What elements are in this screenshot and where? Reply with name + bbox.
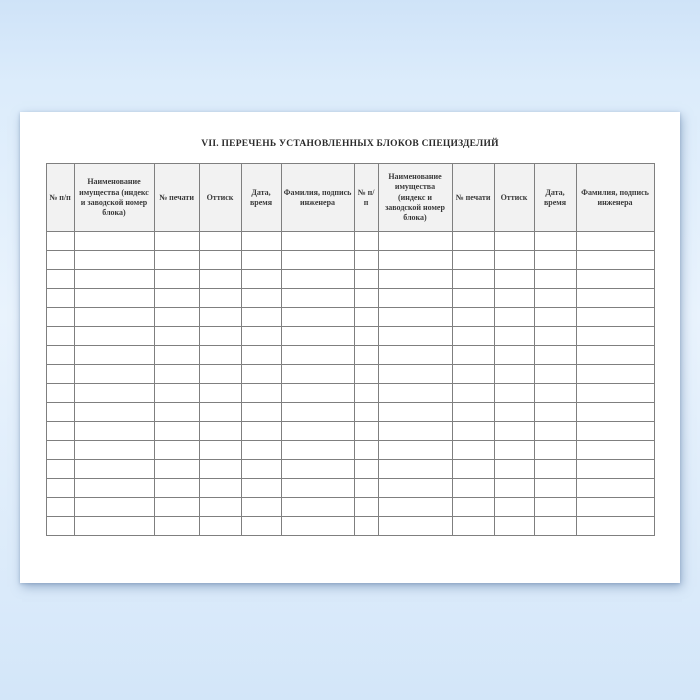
empty-cell [452, 346, 494, 365]
empty-cell [452, 460, 494, 479]
empty-cell [281, 232, 354, 251]
empty-cell [534, 270, 576, 289]
empty-cell [154, 403, 199, 422]
empty-cell [494, 517, 534, 536]
empty-cell [281, 422, 354, 441]
empty-cell [378, 479, 452, 498]
empty-cell [354, 327, 378, 346]
empty-cell [154, 308, 199, 327]
table-row [46, 289, 654, 308]
empty-cell [378, 365, 452, 384]
table-row [46, 384, 654, 403]
empty-cell [534, 232, 576, 251]
empty-cell [199, 308, 241, 327]
empty-cell [378, 346, 452, 365]
empty-cell [452, 251, 494, 270]
table-row [46, 346, 654, 365]
empty-cell [241, 403, 281, 422]
table-row [46, 232, 654, 251]
empty-cell [199, 365, 241, 384]
empty-cell [576, 346, 654, 365]
empty-cell [576, 517, 654, 536]
empty-cell [576, 365, 654, 384]
empty-cell [378, 403, 452, 422]
empty-cell [576, 460, 654, 479]
empty-cell [241, 289, 281, 308]
empty-cell [46, 251, 74, 270]
col-header-property-name-left: Наименование имущества (индекс и заводской номер блока) [74, 164, 154, 232]
empty-cell [281, 270, 354, 289]
empty-cell [576, 422, 654, 441]
empty-cell [199, 346, 241, 365]
empty-cell [354, 479, 378, 498]
empty-cell [241, 232, 281, 251]
empty-cell [74, 441, 154, 460]
empty-cell [354, 403, 378, 422]
empty-cell [154, 327, 199, 346]
empty-cell [378, 270, 452, 289]
empty-cell [46, 308, 74, 327]
empty-cell [74, 270, 154, 289]
empty-cell [452, 422, 494, 441]
empty-cell [378, 498, 452, 517]
table-row [46, 498, 654, 517]
col-header-seal-number-right: № печати [452, 164, 494, 232]
empty-cell [534, 498, 576, 517]
empty-cell [74, 346, 154, 365]
empty-cell [199, 460, 241, 479]
empty-cell [452, 365, 494, 384]
empty-cell [241, 251, 281, 270]
empty-cell [46, 270, 74, 289]
empty-cell [46, 232, 74, 251]
empty-cell [354, 384, 378, 403]
empty-cell [354, 460, 378, 479]
col-header-number-left: № п/п [46, 164, 74, 232]
spec-blocks-table [46, 163, 655, 536]
empty-cell [281, 479, 354, 498]
empty-cell [199, 422, 241, 441]
empty-cell [378, 308, 452, 327]
empty-cell [241, 365, 281, 384]
empty-cell [378, 422, 452, 441]
empty-cell [494, 460, 534, 479]
col-header-imprint-right: Оттиск [494, 164, 534, 232]
col-header-engineer-signature-left: Фамилия, подпись инженера [281, 164, 354, 232]
col-header-engineer-signature-right: Фамилия, подпись инженера [576, 164, 654, 232]
table-header-row [46, 164, 654, 232]
empty-cell [452, 232, 494, 251]
empty-cell [452, 498, 494, 517]
table-row [46, 517, 654, 536]
empty-cell [281, 327, 354, 346]
empty-cell [154, 365, 199, 384]
empty-cell [154, 460, 199, 479]
empty-cell [354, 270, 378, 289]
empty-cell [378, 441, 452, 460]
table-row [46, 365, 654, 384]
empty-cell [354, 251, 378, 270]
empty-cell [74, 422, 154, 441]
empty-cell [494, 384, 534, 403]
empty-cell [46, 289, 74, 308]
empty-cell [74, 498, 154, 517]
empty-cell [46, 384, 74, 403]
empty-cell [576, 308, 654, 327]
empty-cell [199, 232, 241, 251]
empty-cell [241, 327, 281, 346]
table-header [46, 164, 654, 232]
empty-cell [354, 346, 378, 365]
empty-cell [354, 308, 378, 327]
empty-cell [241, 270, 281, 289]
empty-cell [281, 346, 354, 365]
empty-cell [281, 460, 354, 479]
empty-cell [74, 479, 154, 498]
empty-cell [576, 403, 654, 422]
empty-cell [199, 327, 241, 346]
empty-cell [576, 232, 654, 251]
empty-cell [534, 479, 576, 498]
empty-cell [46, 498, 74, 517]
empty-cell [494, 479, 534, 498]
empty-cell [154, 289, 199, 308]
empty-cell [74, 251, 154, 270]
col-header-date-time-right: Дата, время [534, 164, 576, 232]
empty-cell [452, 479, 494, 498]
table-row [46, 308, 654, 327]
empty-cell [46, 479, 74, 498]
empty-cell [74, 289, 154, 308]
empty-cell [494, 403, 534, 422]
table-row [46, 460, 654, 479]
empty-cell [354, 422, 378, 441]
empty-cell [534, 517, 576, 536]
empty-cell [281, 441, 354, 460]
empty-cell [452, 327, 494, 346]
empty-cell [494, 289, 534, 308]
empty-cell [154, 232, 199, 251]
empty-cell [378, 327, 452, 346]
table-row [46, 441, 654, 460]
empty-cell [241, 441, 281, 460]
empty-cell [576, 289, 654, 308]
empty-cell [281, 403, 354, 422]
empty-cell [354, 517, 378, 536]
empty-cell [74, 517, 154, 536]
empty-cell [534, 384, 576, 403]
empty-cell [494, 308, 534, 327]
empty-cell [452, 289, 494, 308]
empty-cell [576, 479, 654, 498]
empty-cell [74, 460, 154, 479]
empty-cell [378, 517, 452, 536]
empty-cell [354, 289, 378, 308]
empty-cell [378, 289, 452, 308]
empty-cell [281, 308, 354, 327]
empty-cell [494, 422, 534, 441]
col-header-date-time-left: Дата, время [241, 164, 281, 232]
empty-cell [534, 441, 576, 460]
empty-cell [154, 479, 199, 498]
empty-cell [199, 403, 241, 422]
empty-cell [199, 270, 241, 289]
empty-cell [452, 384, 494, 403]
empty-cell [452, 517, 494, 536]
table-row [46, 479, 654, 498]
empty-cell [241, 346, 281, 365]
empty-cell [281, 498, 354, 517]
empty-cell [281, 517, 354, 536]
empty-cell [576, 270, 654, 289]
empty-cell [46, 365, 74, 384]
empty-cell [46, 517, 74, 536]
table-row [46, 251, 654, 270]
col-header-seal-number-left: № печати [154, 164, 199, 232]
empty-cell [494, 346, 534, 365]
empty-cell [378, 460, 452, 479]
empty-cell [241, 384, 281, 403]
page-title: VII. ПЕРЕЧЕНЬ УСТАНОВЛЕННЫХ БЛОКОВ СПЕЦИЗДЕЛИЙ [201, 139, 499, 149]
empty-cell [281, 251, 354, 270]
col-header-imprint-left: Оттиск [199, 164, 241, 232]
empty-cell [534, 327, 576, 346]
empty-cell [378, 251, 452, 270]
table-row [46, 403, 654, 422]
col-header-number-right: № п/п [354, 164, 378, 232]
empty-cell [154, 498, 199, 517]
empty-cell [46, 441, 74, 460]
empty-cell [281, 384, 354, 403]
empty-cell [494, 251, 534, 270]
empty-cell [199, 251, 241, 270]
document-sheet [20, 112, 680, 583]
empty-cell [494, 270, 534, 289]
empty-cell [494, 441, 534, 460]
empty-cell [576, 384, 654, 403]
empty-cell [46, 460, 74, 479]
empty-cell [241, 479, 281, 498]
empty-cell [534, 346, 576, 365]
empty-cell [154, 422, 199, 441]
empty-cell [154, 441, 199, 460]
empty-cell [74, 327, 154, 346]
empty-cell [154, 517, 199, 536]
empty-cell [74, 365, 154, 384]
table-body [46, 232, 654, 536]
empty-cell [354, 498, 378, 517]
empty-cell [241, 422, 281, 441]
empty-cell [494, 232, 534, 251]
empty-cell [534, 251, 576, 270]
empty-cell [281, 365, 354, 384]
empty-cell [154, 251, 199, 270]
empty-cell [452, 441, 494, 460]
empty-cell [241, 308, 281, 327]
empty-cell [199, 517, 241, 536]
empty-cell [154, 384, 199, 403]
empty-cell [199, 441, 241, 460]
empty-cell [281, 289, 354, 308]
empty-cell [378, 232, 452, 251]
empty-cell [378, 384, 452, 403]
col-header-property-name-right: Наименование имущества (индекс и заводской номер блока) [378, 164, 452, 232]
empty-cell [494, 365, 534, 384]
empty-cell [534, 289, 576, 308]
empty-cell [534, 422, 576, 441]
empty-cell [576, 441, 654, 460]
empty-cell [46, 422, 74, 441]
empty-cell [241, 498, 281, 517]
empty-cell [354, 232, 378, 251]
empty-cell [154, 346, 199, 365]
empty-cell [494, 498, 534, 517]
empty-cell [74, 232, 154, 251]
empty-cell [46, 403, 74, 422]
empty-cell [46, 327, 74, 346]
empty-cell [241, 517, 281, 536]
empty-cell [576, 498, 654, 517]
empty-cell [199, 479, 241, 498]
empty-cell [354, 365, 378, 384]
empty-cell [154, 270, 199, 289]
empty-cell [199, 384, 241, 403]
table-row [46, 422, 654, 441]
empty-cell [452, 270, 494, 289]
empty-cell [534, 403, 576, 422]
empty-cell [452, 308, 494, 327]
empty-cell [74, 308, 154, 327]
empty-cell [74, 403, 154, 422]
empty-cell [452, 403, 494, 422]
empty-cell [534, 460, 576, 479]
empty-cell [494, 327, 534, 346]
empty-cell [354, 441, 378, 460]
empty-cell [199, 498, 241, 517]
empty-cell [74, 384, 154, 403]
empty-cell [576, 251, 654, 270]
empty-cell [241, 460, 281, 479]
empty-cell [199, 289, 241, 308]
empty-cell [534, 365, 576, 384]
table-row [46, 327, 654, 346]
empty-cell [576, 327, 654, 346]
table-row [46, 270, 654, 289]
empty-cell [534, 308, 576, 327]
empty-cell [46, 346, 74, 365]
